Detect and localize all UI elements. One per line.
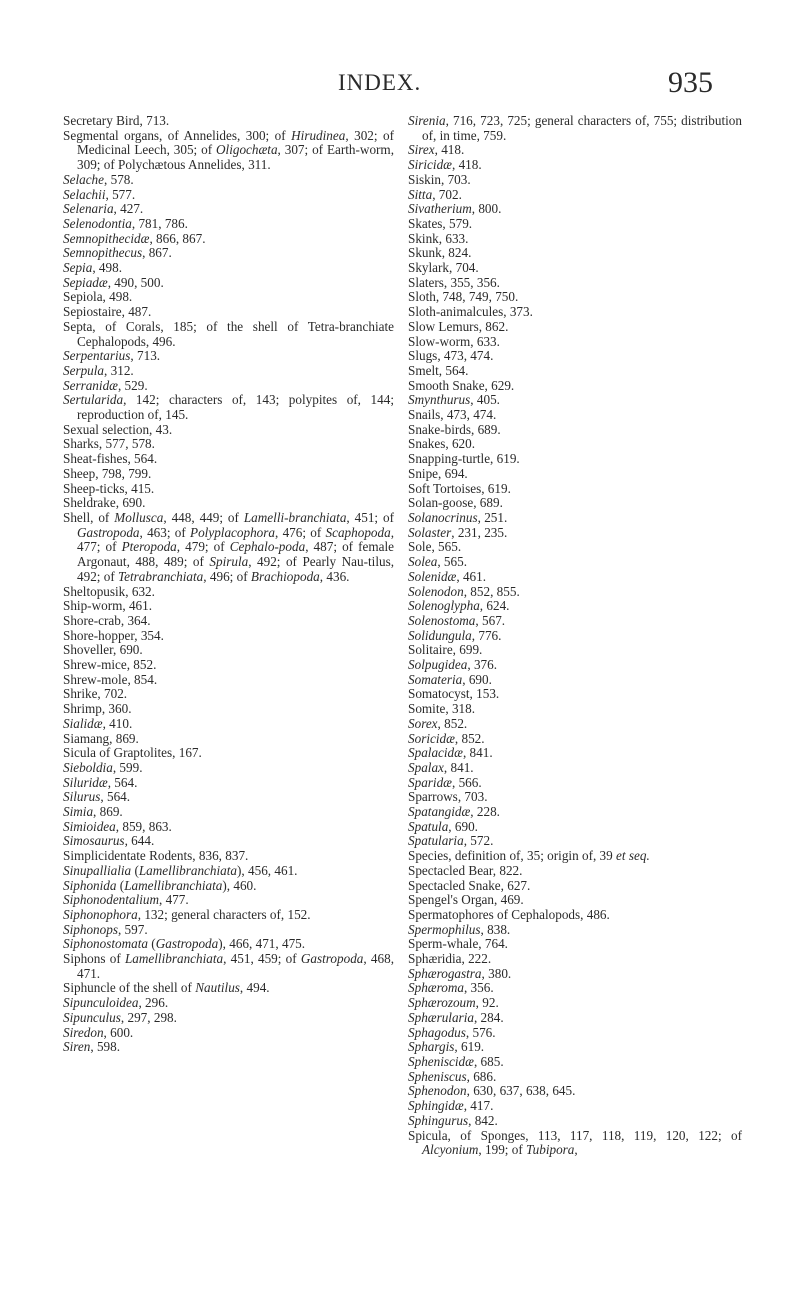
- index-entry: Sialidæ, 410.: [63, 715, 133, 731]
- index-entry: Solenodon, 852, 855.: [408, 583, 520, 599]
- index-entry: Shrew-mice, 852.: [63, 657, 157, 673]
- index-entry: Sheltopusik, 632.: [63, 583, 155, 599]
- index-entry: Serpula, 312.: [63, 362, 134, 378]
- index-entry: Sivatherium, 800.: [408, 201, 502, 217]
- index-entry: Snakes, 620.: [408, 436, 476, 452]
- index-entry: Siphonida (Lamellibranchiata), 460.: [63, 877, 257, 893]
- index-entry: Septa, of Corals, 185; of the shell of Tetra-branchiate Cephalopods, 496.: [63, 318, 394, 349]
- index-entry: Sphingurus, 842.: [408, 1112, 498, 1128]
- index-entry: Smooth Snake, 629.: [408, 377, 515, 393]
- index-entry: Skink, 633.: [408, 230, 469, 246]
- index-entry: Somite, 318.: [408, 701, 476, 717]
- index-entry: Sperm-whale, 764.: [408, 936, 508, 952]
- index-entry: Simia, 869.: [63, 804, 123, 820]
- index-entry: Solaster, 231, 235.: [408, 524, 508, 540]
- index-entry: Silurus, 564.: [63, 789, 131, 805]
- index-entry: Siredon, 600.: [63, 1024, 134, 1040]
- index-entry: Siluridæ, 564.: [63, 774, 138, 790]
- index-entry: Segmental organs, of Annelides, 300; of Hirudinea, 302; of Medicinal Leech, 305; of Oligochæta, 307; of Earth-worm, 309; of Polychætous Annelides, 311.: [63, 127, 394, 173]
- index-entry: Sole, 565.: [408, 539, 462, 555]
- index-entry: Siphonostomata (Gastropoda), 466, 471, 475.: [63, 936, 306, 952]
- index-entry: Siricidæ, 418.: [408, 157, 482, 173]
- index-entry: Sheep-ticks, 415.: [63, 480, 155, 496]
- index-entry: Spheniscidæ, 685.: [408, 1054, 504, 1069]
- index-entry: Sipunculoidea, 296.: [63, 995, 169, 1011]
- index-entry: Sphargis, 619.: [408, 1039, 485, 1055]
- index-entry: Sitta, 702.: [408, 186, 462, 202]
- index-entry: Sepia, 498.: [63, 260, 122, 276]
- index-entry: Sphæridia, 222.: [408, 951, 492, 967]
- index-entry: Sinupallialia (Lamellibranchiata), 456, 461.: [63, 862, 298, 878]
- index-entry: Solenostoma, 567.: [408, 612, 506, 628]
- index-entry: Siren, 598.: [63, 1039, 121, 1055]
- index-entry: Sphærogastra, 380.: [408, 965, 512, 981]
- index-entry: Sheat-fishes, 564.: [63, 451, 158, 467]
- index-entry: Sphærularia, 284.: [408, 1009, 504, 1025]
- index-entry: Sipunculus, 297, 298.: [63, 1009, 177, 1025]
- index-entry: Soricidæ, 852.: [408, 730, 485, 746]
- index-entry: Sepiola, 498.: [63, 289, 133, 305]
- index-entry: Solenidæ, 461.: [408, 568, 487, 584]
- index-column-left: [63, 114, 394, 1055]
- index-entry: Somateria, 690.: [408, 671, 492, 687]
- index-entry: Skylark, 704.: [408, 260, 479, 276]
- index-entry: Spermatophores of Cephalopods, 486.: [408, 906, 610, 922]
- index-entry: Skates, 579.: [408, 215, 473, 231]
- index-entry: Slow Lemurs, 862.: [408, 318, 509, 334]
- index-entry: Snake-birds, 689.: [408, 421, 501, 437]
- index-entry: Sheldrake, 690.: [63, 495, 146, 511]
- index-entry: Solitaire, 699.: [408, 642, 483, 658]
- index-entry: Sloth-animalcules, 373.: [408, 304, 533, 320]
- index-entry: Sphærozoum, 92.: [408, 995, 499, 1011]
- index-entry: Sirex, 418.: [408, 142, 465, 158]
- index-entry: Secretary Bird, 713.: [63, 113, 170, 128]
- index-entry: Siphons of Lamellibranchiata, 451, 459; of Gastropoda, 468, 471.: [63, 951, 394, 981]
- index-entry: Sirenia, 716, 723, 725; general characters of, 755; distribution of, in time, 759.: [408, 113, 742, 143]
- index-entry: Spectacled Snake, 627.: [408, 877, 531, 893]
- index-entry: Spermophilus, 838.: [408, 921, 511, 937]
- index-entry: Solenoglypha, 624.: [408, 598, 510, 614]
- index-entry: Serranidæ, 529.: [63, 377, 148, 393]
- index-entry: Solidungula, 776.: [408, 627, 502, 643]
- index-entry: Smynthurus, 405.: [408, 392, 500, 408]
- index-entry: Sphingidæ, 417.: [408, 1098, 494, 1114]
- index-entry: Sepiostaire, 487.: [63, 304, 152, 320]
- index-entry: Simplicidentate Rodents, 836, 837.: [63, 848, 249, 864]
- index-entry: Siphonophora, 132; general characters of, 152.: [63, 906, 311, 922]
- index-entry: Slaters, 355, 356.: [408, 274, 500, 290]
- page-title: INDEX.: [338, 70, 422, 95]
- index-entry: Skunk, 824.: [408, 245, 472, 261]
- index-entry: Simosaurus, 644.: [63, 833, 155, 849]
- index-entry: Siphonodentalium, 477.: [63, 892, 189, 908]
- index-entry: Spatula, 690.: [408, 818, 478, 834]
- index-entry: Spatangidæ, 228.: [408, 804, 500, 820]
- index-entry: Serpentarius, 713.: [63, 348, 161, 364]
- index-entry: Sieboldia, 599.: [63, 759, 143, 775]
- index-entry: Sepiadæ, 490, 500.: [63, 274, 164, 290]
- index-entry: Spectacled Bear, 822.: [408, 862, 523, 878]
- index-entry: Shrew-mole, 854.: [63, 671, 158, 687]
- index-entry: Simioidea, 859, 863.: [63, 818, 172, 834]
- page-header: [0, 66, 800, 100]
- index-entry: Shrike, 702.: [63, 686, 128, 702]
- index-entry: Sphagodus, 576.: [408, 1024, 496, 1040]
- index-entry: Selenodontia, 781, 786.: [63, 215, 188, 231]
- index-entry: Solanocrinus, 251.: [408, 509, 508, 525]
- index-entry: Species, definition of, 35; origin of, 39 et seq.: [408, 848, 650, 864]
- index-entry: Sertularida, 142; characters of, 143; polypites of, 144; reproduction of, 145.: [63, 392, 394, 423]
- index-entry: Spalacidæ, 841.: [408, 745, 493, 761]
- index-entry: Sparidæ, 566.: [408, 774, 482, 790]
- index-entry: Selenaria, 427.: [63, 201, 144, 217]
- index-entry: Shore-crab, 364.: [63, 612, 151, 628]
- index-entry: Sheep, 798, 799.: [63, 465, 152, 481]
- index-entry: Selache, 578.: [63, 171, 134, 187]
- index-entry: Slugs, 473, 474.: [408, 348, 494, 364]
- index-entry: Spatularia, 572.: [408, 833, 494, 849]
- index-entry: Siphuncle of the shell of Nautilus, 494.: [63, 980, 270, 996]
- index-entry: Siphonops, 597.: [63, 921, 148, 937]
- index-entry: Sorex, 852.: [408, 715, 468, 731]
- index-entry: Sparrows, 703.: [408, 789, 488, 805]
- index-entry: Siamang, 869.: [63, 730, 139, 746]
- index-entry: Semnopithecus, 867.: [63, 245, 172, 261]
- index-entry: Shore-hopper, 354.: [63, 627, 164, 643]
- index-entry: Shell, of Mollusca, 448, 449; of Lamelli-branchiata, 451; of Gastropoda, 463; of Polyplacophora, 476; of Scaphopoda, 477; of Pteropoda, 479; of Cephalo-poda, 487; of female Argonaut, 488, 489; of Spirula, 492; of Pearly Nau-tilus, 492; of Tetrabranchiata, 496; of Brachiopoda, 436.: [63, 509, 395, 584]
- index-entry: Sicula of Graptolites, 167.: [63, 745, 202, 761]
- index-entry: Snapping-turtle, 619.: [408, 451, 520, 467]
- index-entry: Shrimp, 360.: [63, 701, 132, 717]
- page-number: 935: [668, 66, 713, 99]
- index-entry: Solea, 565.: [408, 554, 467, 570]
- index-entry: Spalax, 841.: [408, 759, 474, 775]
- index-entry: Snails, 473, 474.: [408, 407, 497, 423]
- index-entry: Slow-worm, 633.: [408, 333, 500, 349]
- index-entry: Sphæroma, 356.: [408, 980, 494, 996]
- index-entry: Sharks, 577, 578.: [63, 436, 155, 452]
- index-entry: Solpugidea, 376.: [408, 657, 498, 673]
- index-entry: Smelt, 564.: [408, 362, 469, 378]
- index-entry: Spicula, of Sponges, 113, 117, 118, 119, 120, 122; of Alcyonium, 199; of Tubipora,: [408, 1127, 742, 1158]
- index-entry: Siskin, 703.: [408, 171, 471, 187]
- index-entry: Ship-worm, 461.: [63, 598, 153, 614]
- index-column-right: [408, 114, 742, 1158]
- index-entry: Soft Tortoises, 619.: [408, 480, 511, 496]
- index-entry: Sphenodon, 630, 637, 638, 645.: [408, 1083, 576, 1099]
- index-entry: Semnopithecidæ, 866, 867.: [63, 230, 206, 246]
- index-entry: Selachii, 577.: [63, 186, 136, 202]
- index-entry: Shoveller, 690.: [63, 642, 143, 658]
- index-entry: Sloth, 748, 749, 750.: [408, 289, 519, 305]
- index-entry: Snipe, 694.: [408, 465, 468, 481]
- index-entry: Somatocyst, 153.: [408, 686, 500, 702]
- index-entry: Spengel's Organ, 469.: [408, 892, 524, 908]
- index-entry: Sexual selection, 43.: [63, 421, 173, 437]
- index-entry: Spheniscus, 686.: [408, 1068, 497, 1084]
- index-entry: Solan-goose, 689.: [408, 495, 503, 511]
